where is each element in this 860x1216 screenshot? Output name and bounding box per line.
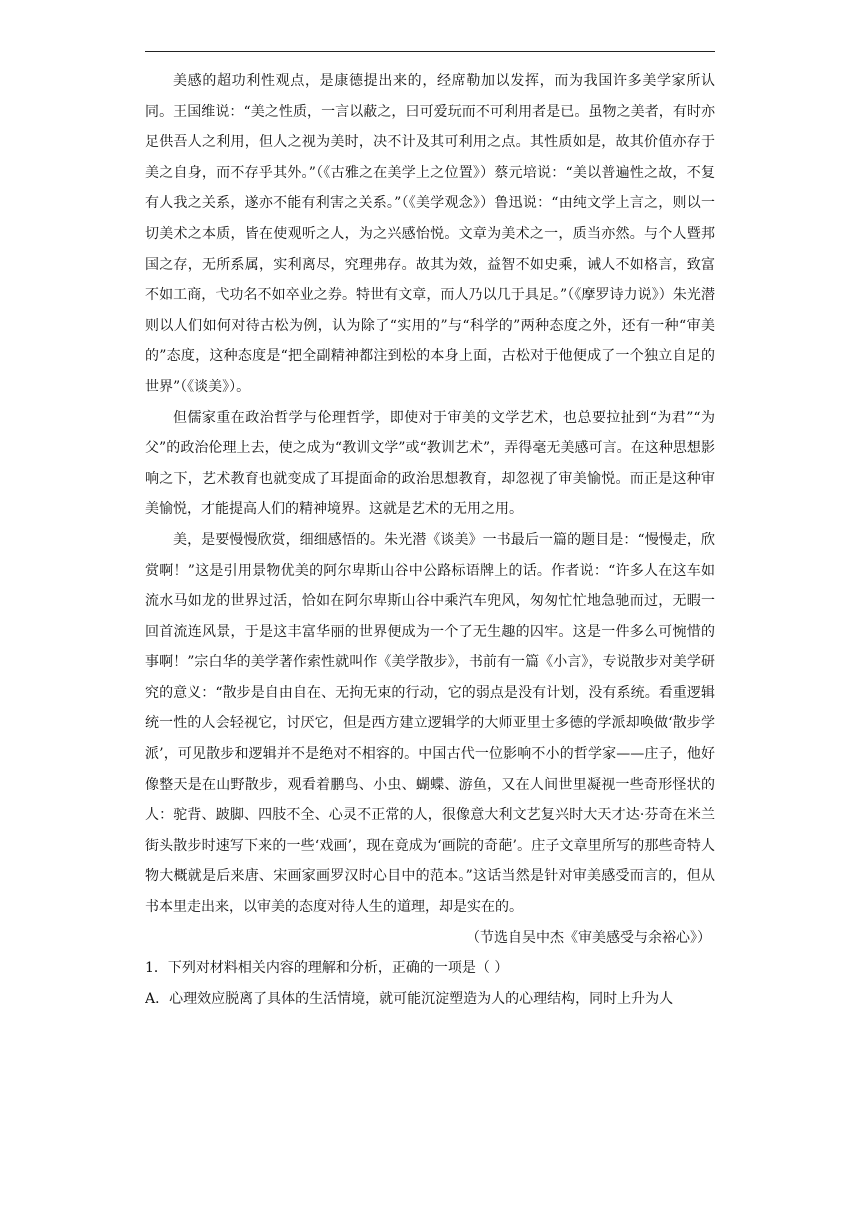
paragraph-2: 但儒家重在政治哲学与伦理哲学，即使对于审美的文学艺术，也总要拉扯到“为君”“为父”的政治伦理上去，使之成为“教训文学”或“教训艺术”，弄得毫无美感可言。在这种思想影响之下，艺术教育也就变成了耳提面命的政治思想教育，却忽视了审美愉悦。而正是这种审美愉悦，才能提高人们的精神境界。这就是艺术的无用之用。 (145, 409, 715, 518)
paragraph-1: 美感的超功利性观点，是康德提出来的，经席勒加以发挥，而为我国许多美学家所认同。王国维说：“美之性质，一言以蔽之，曰可爱玩而不可利用者是已。虽物之美者，有时亦足供吾人之利用，但人之视为美时，决不计及其可利用之点。其性质如是，故其价值亦存于美之自身，而不存乎其外。”（《古雅之在美学上之位置》）蔡元培说：“美以普遍性之故，不复有人我之关系，遂亦不能有利害之关系。”（《美学观念》）鲁迅说：“由纯文学上言之，则以一切美术之本质，皆在使观听之人，为之兴感怡悦。文章为美术之一，质当亦然。与个人暨邦国之存，无所系属，实利离尽，究理弗存。故其为效，益智不如史乘，诫人不如格言，致富不如工商，弋功名不如卒业之券。特世有文章，而人乃以几于具足。”（《摩罗诗力说》）朱光潜则以人们如何对待古松为例，认为除了“实用的”与“科学的”两种态度之外，还有一种“审美的”态度，这种态度是“把全副精神都注到松的本身上面，古松对于他便成了一个独立自足的世界”（《谈美》）。 (145, 73, 715, 395)
option-a: A．心理效应脱离了具体的生活情境，就可能沉淀塑造为人的心理结构，同时上升为人 (145, 990, 674, 1007)
article-body (145, 66, 715, 1014)
question-1 (145, 953, 715, 984)
paragraph-3: 美，是要慢慢欣赏，细细感悟的。朱光潜《谈美》一书最后一篇的题目是：“慢慢走，欣赏啊！”这是引用景物优美的阿尔卑斯山谷中公路标语牌上的话。作者说：“许多人在这车如流水马如龙的世界过活，恰如在阿尔卑斯山谷中乘汽车兜风，匆匆忙忙地急驰而过，无暇一回首流连风景，于是这丰富华丽的世界便成为一个了无生趣的囚牢。这是一件多么可惋惜的事啊！”宗白华的美学著作索性就叫作《美学散步》，书前有一篇《小言》，专说散步对美学研究的意义：“散步是自由自在、无拘无束的行动，它的弱点是没有计划，没有系统。看重逻辑统一性的人会轻视它，讨厌它，但是西方建立逻辑学的大师亚里士多德的学派却唤做‘散步学派’，可见散步和逻辑并不是绝对不相容的。中国古代一位影响不小的哲学家——庄子，他好像整天是在山野散步，观看着鹏鸟、小虫、蝴蝶、游鱼，又在人间世里凝视一些奇形怪状的人：驼背、跛脚、四肢不全、心灵不正常的人，很像意大利文艺复兴时大天才达·芬奇在米兰街头散步时速写下来的一些‘戏画’，现在竟成为‘画院的奇葩’。庄子文章里所写的那些奇特人物大概就是后来唐、宋画家画罗汉时心目中的范本。”这话当然是针对审美感受而言的，但从书本里走出来，以审美的态度对待人生的道理，却是实在的。 (145, 531, 715, 916)
question-prefix: 1．下列对材料相关内容的理解和分析， (145, 960, 392, 977)
source-citation: （节选自吴中杰《审美感受与余裕心》） (466, 929, 711, 946)
question-suffix: 的一项是（ ） (419, 960, 509, 977)
question-emphasis: 正确 · · (392, 960, 420, 976)
header-rule (145, 51, 715, 52)
